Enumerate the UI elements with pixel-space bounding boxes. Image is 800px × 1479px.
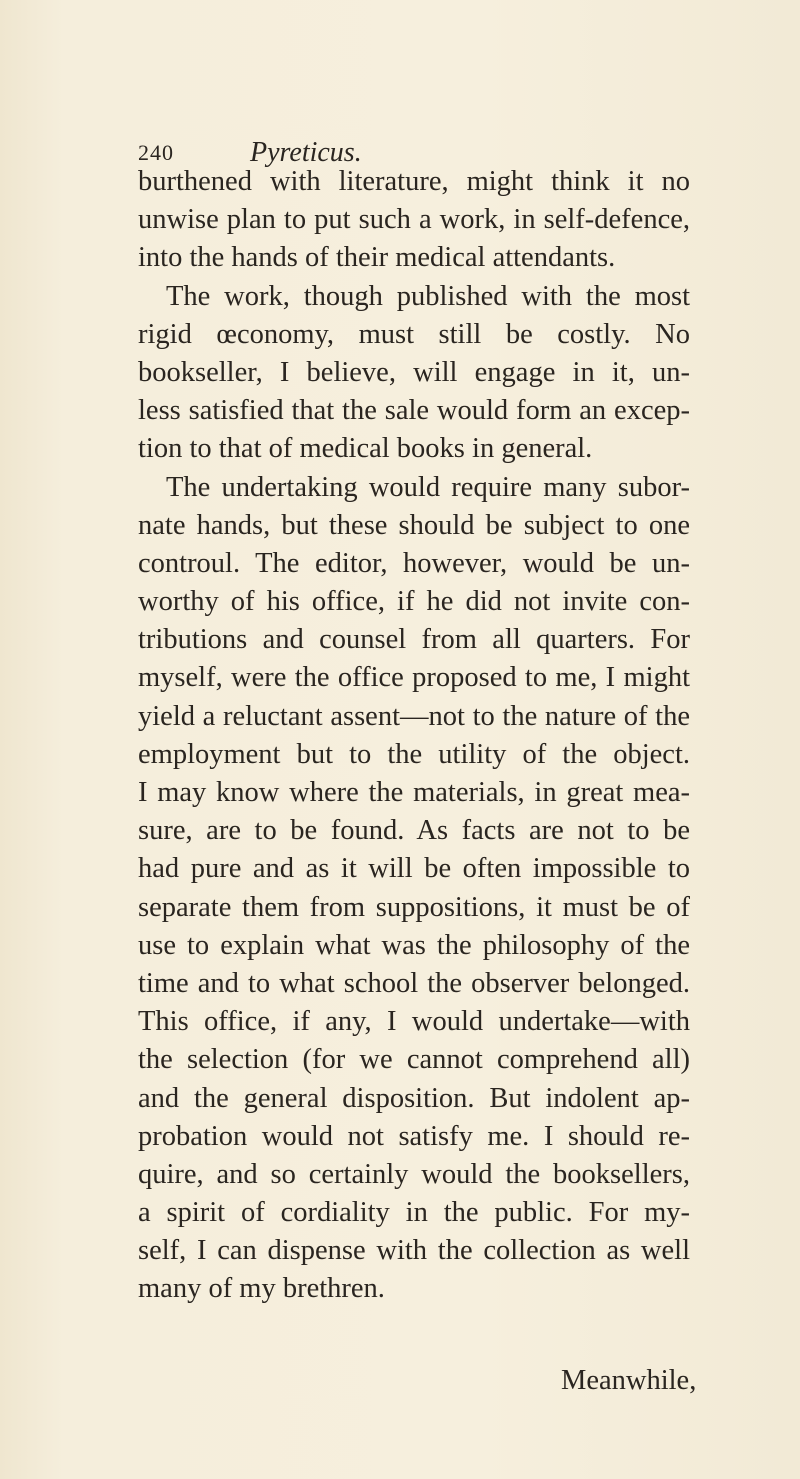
text-line: sure, are to be found. As facts are not to be (138, 815, 690, 847)
running-title: Pyreticus. (250, 137, 362, 168)
text-line: time and to what school the observer belonged. (138, 967, 690, 999)
text-line: employment but to the utility of the object. (138, 738, 690, 770)
text-line: rigid œconomy, must still be costly. No (138, 318, 690, 350)
text-line: yield a reluctant assent—not to the nature of the (138, 700, 690, 732)
text-line: use to explain what was the philosophy of the (138, 929, 690, 961)
text-line: less satisfied that the sale would form an excep- (138, 395, 690, 427)
text-line: This office, if any, I would undertake—with (138, 1006, 690, 1038)
page-number: 240 (138, 140, 174, 165)
text-line: probation would not satisfy me. I should re- (138, 1120, 690, 1152)
text-line: controul. The editor, however, would be un- (138, 547, 690, 579)
text-line: the selection (for we cannot comprehend all) (138, 1044, 690, 1076)
text-line: tion to that of medical books in general. (138, 433, 593, 465)
text-line: separate them from suppositions, it must be of (138, 891, 690, 923)
text-line: had pure and as it will be often impossible to (138, 853, 690, 885)
text-line: burthened with literature, might think it no (138, 166, 690, 197)
body-text (138, 163, 690, 1309)
text-line: The work, though published with the most (166, 280, 690, 312)
text-line: quire, and so certainly would the booksellers, (138, 1158, 690, 1190)
catchword: Meanwhile, (561, 1365, 697, 1396)
text-line: and the general disposition. But indolent ap- (138, 1082, 690, 1114)
text-line: a spirit of cordiality in the public. For my- (138, 1197, 690, 1229)
text-line: nate hands, but these should be subject to one (138, 509, 690, 541)
text-line: myself, were the office proposed to me, I might (138, 662, 690, 694)
text-line: unwise plan to put such a work, in self-defence, (138, 204, 690, 236)
text-line: The undertaking would require many subor- (166, 471, 690, 503)
text-line: many of my brethren. (138, 1273, 385, 1305)
text-line: I may know where the materials, in great mea- (138, 777, 690, 808)
text-line: self, I can dispense with the collection as well (138, 1235, 690, 1267)
text-line: into the hands of their medical attendants. (138, 242, 616, 274)
text-line: worthy of his office, if he did not invite con- (138, 586, 690, 618)
text-line: tributions and counsel from all quarters. For (138, 624, 690, 656)
text-line: bookseller, I believe, will engage in it, un- (138, 356, 690, 388)
